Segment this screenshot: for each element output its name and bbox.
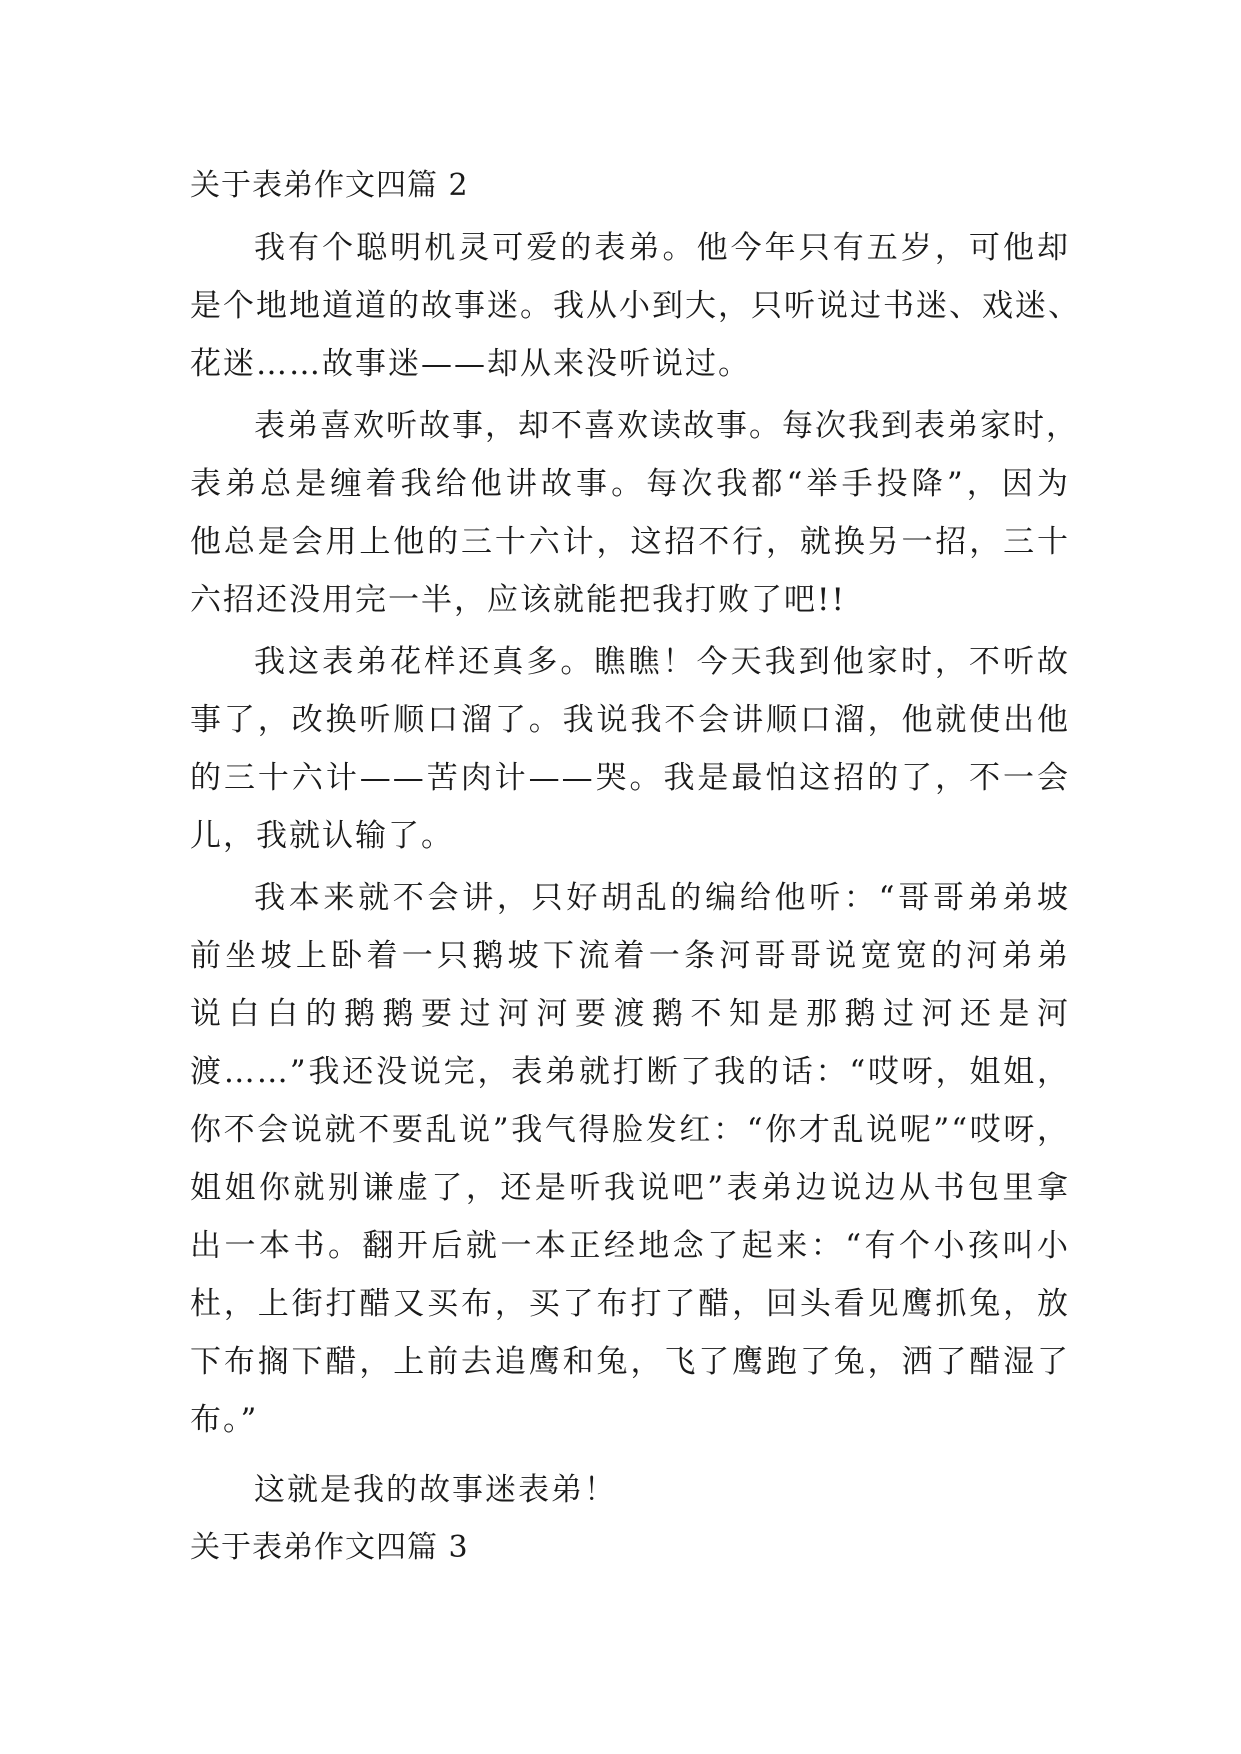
text-line: 表弟喜欢听故事，却不喜欢读故事。每次我到表弟家时， [254,408,1079,444]
text-line: 这就是我的故事迷表弟！ [254,1472,617,1508]
text-line: 我这表弟花样还真多。瞧瞧！今天我到他家时，不听故 [254,644,1070,680]
text-line: 你不会说就不要乱说”我气得脸发红：“你才乱说呢”“哎呀， [190,1112,1070,1148]
paragraph [190,869,1070,1449]
text-line: 六招还没用完一半，应该就能把我打败了吧!! [190,582,846,618]
text-line: 花迷……故事迷——却从来没听说过。 [190,346,751,382]
paragraph [190,219,1081,393]
text-line: 的三十六计——苦肉计——哭。我是最怕这招的了，不一会 [190,760,1070,796]
text-line: 我本来就不会讲，只好胡乱的编给他听：“哥哥弟弟坡 [254,880,1070,916]
text-line: 他总是会用上他的三十六计，这招不行，就换另一招，三十 [190,524,1070,560]
text-line: 儿，我就认输了。 [190,818,454,854]
paragraph [190,397,1079,629]
text-line: 我有个聪明机灵可爱的表弟。他今年只有五岁，可他却 [254,230,1070,266]
section-heading: 关于表弟作文四篇 2 [190,168,469,203]
text-line: 出一本书。翻开后就一本正经地念了起来：“有个小孩叫小 [190,1228,1070,1264]
text-line: 渡……”我还没说完，表弟就打断了我的话：“哎呀，姐姐， [190,1054,1070,1090]
document-body [190,157,1081,1577]
text-line: 表弟总是缠着我给他讲故事。每次我都“举手投降”，因为 [190,466,1070,502]
text-line: 事了，改换听顺口溜了。我说我不会讲顺口溜，他就使出他 [190,702,1070,738]
text-line: 是个地地道道的故事迷。我从小到大，只听说过书迷、戏迷、 [190,288,1081,324]
section-heading: 关于表弟作文四篇 3 [190,1530,469,1565]
text-line: 说白白的鹅鹅要过河河要渡鹅不知是那鹅过河还是河 [190,996,1070,1032]
text-line: 布。” [190,1402,259,1438]
text-line: 前坐坡上卧着一只鹅坡下流着一条河哥哥说宽宽的河弟弟 [190,938,1070,974]
paragraph [190,1461,1070,1519]
text-line: 下布搁下醋，上前去追鹰和兔，飞了鹰跑了兔，洒了醋湿了 [190,1344,1070,1380]
text-line: 杜，上街打醋又买布，买了布打了醋，回头看见鹰抓兔，放 [190,1286,1070,1322]
text-line: 姐姐你就别谦虚了，还是听我说吧”表弟边说边从书包里拿 [190,1170,1070,1206]
paragraph [190,633,1070,865]
